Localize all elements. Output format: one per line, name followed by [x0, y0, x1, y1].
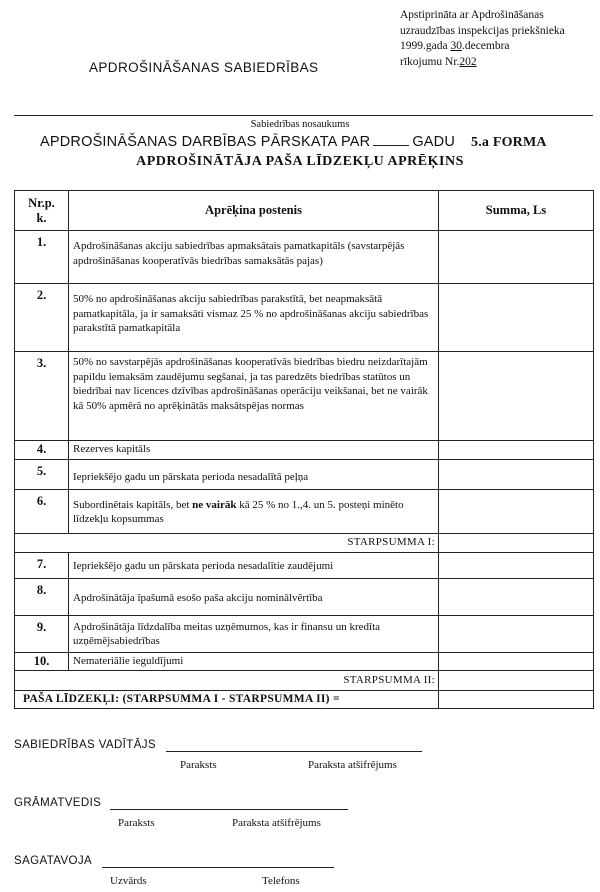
- sum-cell[interactable]: [439, 352, 594, 441]
- row-description: [69, 441, 439, 460]
- sum-cell[interactable]: [439, 615, 594, 652]
- preparer-line[interactable]: [102, 867, 334, 868]
- approval-line-2: uzraudzības inspekcijas priekšnieka: [400, 24, 565, 37]
- year-blank[interactable]: [373, 135, 409, 146]
- company-name-line[interactable]: [14, 115, 593, 116]
- table-row: [15, 459, 594, 489]
- subtotal-1-label: STARPSUMMA I:: [15, 533, 439, 552]
- calculation-table: [14, 190, 594, 709]
- row-number: 6.: [15, 489, 69, 533]
- row-number: 8.: [15, 578, 69, 615]
- subtotal-1-sum[interactable]: [439, 533, 594, 552]
- row-text: Apdrošinātāja līdzdalība meitas uzņēmumos, kas ir finansu un kredīta uzņēmējsabiedrības: [73, 620, 381, 647]
- table-row: [15, 231, 594, 284]
- row-description: [69, 578, 439, 615]
- row-text: Iepriekšējo gadu un pārskata perioda nesadalītie zaudējumi: [73, 559, 334, 572]
- table-row: [15, 284, 594, 352]
- table-row: [15, 441, 594, 460]
- approval-date: [400, 39, 590, 55]
- row-description: [69, 615, 439, 652]
- accountant-signature-caption: Paraksts: [118, 817, 155, 829]
- table-row: [15, 489, 594, 533]
- approval-date-prefix: 1999.gada: [400, 40, 451, 52]
- row-number: 3.: [15, 352, 69, 441]
- table-row: [15, 652, 594, 671]
- sum-cell[interactable]: [439, 552, 594, 578]
- accountant-signature-line[interactable]: [110, 809, 348, 810]
- col-header-nr: Nr.p. k.: [15, 191, 69, 231]
- approval-day: 30: [450, 40, 462, 52]
- preparer-label: SAGATAVOJA: [14, 855, 93, 867]
- total-row: [15, 691, 594, 709]
- row-number: 5.: [15, 459, 69, 489]
- sum-cell[interactable]: [439, 284, 594, 352]
- col-header-item: Aprēķina postenis: [69, 191, 439, 231]
- head-decoding-caption: Paraksta atšifrējums: [308, 759, 397, 771]
- row-description: [69, 459, 439, 489]
- approval-date-suffix: .decembra: [461, 40, 510, 52]
- company-name-label: Sabiedrības nosaukums: [250, 119, 350, 130]
- table-row: [15, 552, 594, 578]
- form-title: APDROŠINĀTĀJA PAŠA LĪDZEKĻU APRĒĶINS: [136, 154, 464, 169]
- row-text: Iepriekšējo gadu un pārskata perioda nesadalītā peļņa: [73, 470, 309, 483]
- preparer-name-caption: Uzvārds: [110, 875, 147, 887]
- table-row: [15, 578, 594, 615]
- form-number: 5.a FORMA: [471, 135, 547, 150]
- row-text: Nemateriālie ieguldījumi: [73, 654, 184, 667]
- head-signature-caption: Paraksts: [180, 759, 217, 771]
- row-text: 50% no savstarpējās apdrošināšanas kooperatīvās biedrības biedru neizdarītajām papildu iemaksām zaudējumu segšanai, ja tas paredzēts biedrības statūtos un biedrībai nav licences dzīvības apdrošināšanas operāciju veikšanai, bet ne vairāk kā 50% apmērā no aprēķinātās maksātspējas normas: [73, 356, 428, 412]
- sum-cell[interactable]: [439, 441, 594, 460]
- sum-cell[interactable]: [439, 459, 594, 489]
- report-line: [40, 134, 600, 151]
- report-suffix: GADU: [412, 134, 456, 150]
- col-header-sum: Summa, Ls: [439, 191, 594, 231]
- head-signature-line[interactable]: [166, 751, 422, 752]
- row-number: 7.: [15, 552, 69, 578]
- table-row: [15, 615, 594, 652]
- accountant-decoding-caption: Paraksta atšifrējums: [232, 817, 321, 829]
- table-row: [15, 352, 594, 441]
- row-number: 10.: [15, 652, 69, 671]
- sum-cell[interactable]: [439, 578, 594, 615]
- row-number: 9.: [15, 615, 69, 652]
- row-description: [69, 489, 439, 533]
- approval-note: [400, 8, 590, 70]
- row-description: [69, 231, 439, 284]
- row-text: Rezerves kapitāls: [73, 443, 151, 455]
- approval-order-no: 202: [459, 55, 477, 68]
- sum-cell[interactable]: [439, 231, 594, 284]
- head-label: SABIEDRĪBAS VADĪTĀJS: [14, 739, 156, 751]
- row-number: 4.: [15, 441, 69, 460]
- row-text: Apdrošināšanas akciju sabiedrības apmaksātais pamatkapitāls (savstarpējās apdrošināšanas kooperatīvās biedrības samaksātās pajas): [73, 240, 405, 267]
- report-prefix: APDROŠINĀŠANAS DARBĪBAS PĀRSKATA PAR: [40, 134, 371, 150]
- subtotal-2-label: STARPSUMMA II:: [15, 671, 439, 691]
- row-text: 50% no apdrošināšanas akciju sabiedrības parakstītā, bet neapmaksātā pamatkapitāla, ja ir samaksāti vismaz 25 % no apdrošināšanas akciju sabiedrības parakstītā pamatkapitāla: [73, 293, 429, 334]
- subtotal-row-2: [15, 671, 594, 691]
- sum-cell[interactable]: [439, 652, 594, 671]
- approval-order-prefix: rīkojumu Nr.: [400, 55, 460, 68]
- approval-order: [400, 55, 590, 71]
- row-description: [69, 284, 439, 352]
- sum-cell[interactable]: [439, 489, 594, 533]
- row-number: 2.: [15, 284, 69, 352]
- company-type: APDROŠINĀŠANAS SABIEDRĪBAS: [89, 60, 319, 75]
- subtotal-2-sum[interactable]: [439, 671, 594, 691]
- row-text: Subordinētais kapitāls, bet ne vairāk kā 25 % no 1.,4. un 5. posteņi minēto līdzekļu kopsummas: [73, 498, 404, 525]
- subtotal-row-1: [15, 533, 594, 552]
- table-header-row: [15, 191, 594, 231]
- row-text: Apdrošinātāja īpašumā esošo paša akciju nominālvērtība: [73, 591, 323, 604]
- approval-line-1: Apstiprināta ar Apdrošināšanas: [400, 9, 544, 21]
- row-number: 1.: [15, 231, 69, 284]
- row-description: [69, 352, 439, 441]
- total-sum[interactable]: [439, 691, 594, 709]
- accountant-label: GRĀMATVEDIS: [14, 797, 102, 809]
- total-label: PAŠA LĪDZEKĻI: (STARPSUMMA I - STARPSUMMA II) =: [15, 691, 439, 709]
- row-description: [69, 652, 439, 671]
- row-description: [69, 552, 439, 578]
- preparer-phone-caption: Telefons: [262, 875, 300, 887]
